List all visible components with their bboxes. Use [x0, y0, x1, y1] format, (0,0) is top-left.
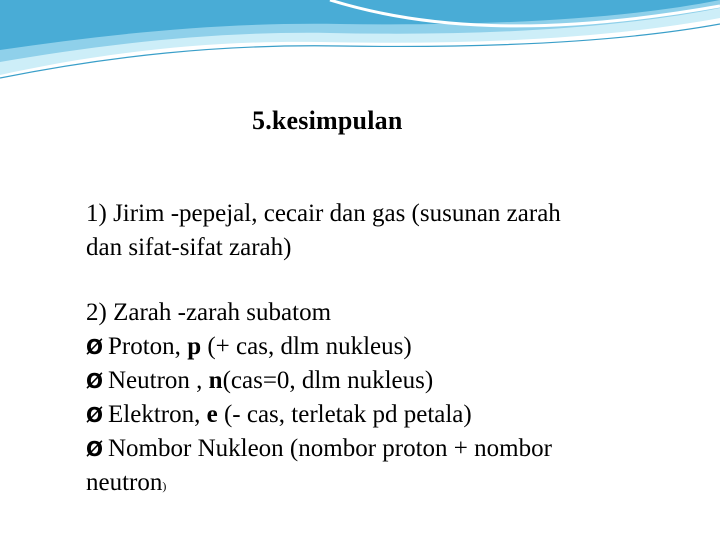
arrow-bullet-icon: Ø: [86, 335, 104, 359]
bullet-nombor-nukleon-cont: [86, 466, 686, 503]
bullet-text: Nombor Nukleon (nombor proton + nombor: [108, 435, 552, 462]
point-2-heading: 2) Zarah -zarah subatom: [86, 299, 332, 326]
point-1-line-2: dan sifat-sifat zarah): [86, 234, 292, 261]
bullet-symbol: e: [206, 401, 218, 428]
bullet-label: Proton,: [108, 333, 188, 360]
bullet-neutron: [86, 364, 686, 398]
bullet-nombor-nukleon: [86, 432, 686, 466]
point-1-line-1: 1) Jirim -pepejal, cecair dan gas (susunan zarah: [86, 200, 561, 227]
arrow-bullet-icon: Ø: [86, 437, 104, 461]
arrow-bullet-icon: Ø: [86, 369, 104, 393]
bullet-detail: (- cas, terletak pd petala): [217, 401, 472, 428]
bullet-label: Elektron,: [108, 401, 207, 428]
bullet-proton: [86, 330, 686, 364]
closing-paren: ): [162, 479, 167, 493]
bullet-detail: (+ cas, dlm nukleus): [201, 333, 412, 360]
slide-title: 5.kesimpulan: [252, 106, 403, 135]
arrow-bullet-icon: Ø: [86, 403, 104, 427]
point-2: [86, 296, 686, 503]
header-wave-decoration: [0, 0, 720, 90]
bullet-symbol: p: [187, 333, 202, 360]
point-1: [86, 197, 686, 265]
bullet-text-cont: neutron: [86, 469, 163, 496]
bullet-detail: (cas=0, dlm nukleus): [222, 367, 434, 394]
bullet-symbol: n: [208, 367, 223, 394]
bullet-label: Neutron ,: [108, 367, 209, 394]
bullet-elektron: [86, 398, 686, 432]
